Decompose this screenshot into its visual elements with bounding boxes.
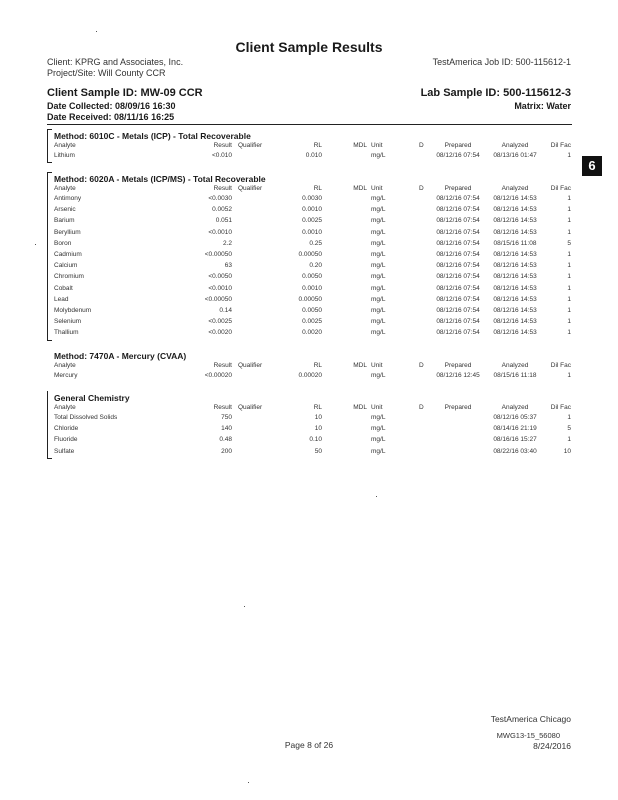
- cell-result: <0.0050: [208, 273, 232, 281]
- section-title: General Chemistry: [54, 393, 130, 403]
- cell-dilfac: 1: [567, 262, 571, 270]
- cell-dilfac: 1: [567, 372, 571, 379]
- section-bracket: [47, 129, 52, 163]
- cell-rl: 10: [314, 425, 322, 433]
- cell-rl: 0.0030: [302, 195, 322, 202]
- cell-dilfac: 1: [567, 436, 571, 444]
- cell-prepared: 08/12/16 07:54: [436, 284, 480, 292]
- footer-doc-id: MWG13-15_56080: [496, 731, 560, 740]
- cell-analyzed: 08/12/16 14:53: [493, 217, 537, 225]
- section-bracket: [47, 172, 52, 341]
- cell-rl: 0.0050: [302, 307, 322, 314]
- column-header-d: D: [419, 404, 424, 411]
- cell-analyte: Lithium: [54, 152, 75, 159]
- column-header-analyzed: Analyzed: [501, 404, 529, 411]
- cell-dilfac: 1: [567, 217, 571, 225]
- cell-result: <0.010: [211, 152, 232, 159]
- cell-unit: mg/L: [371, 447, 386, 455]
- cell-analyzed: 08/12/16 14:53: [493, 318, 537, 326]
- cell-result: <0.0025: [208, 318, 232, 326]
- cell-analyte: Lead: [54, 295, 69, 303]
- column-header-qualifier: Qualifier: [238, 362, 263, 369]
- cell-analyzed: 08/12/16 14:53: [493, 262, 537, 270]
- column-header-dilfac: Dil Fac: [550, 142, 571, 149]
- cell-analyzed: 08/12/16 05:37: [493, 414, 537, 421]
- cell-analyzed: 08/12/16 14:53: [493, 273, 537, 281]
- cell-unit: mg/L: [371, 206, 386, 214]
- cell-rl: 50: [314, 447, 322, 455]
- cell-rl: 0.10: [309, 436, 322, 444]
- cell-prepared: 08/12/16 07:54: [436, 329, 480, 337]
- column-header-result: Result: [213, 185, 232, 192]
- cell-result: 200: [221, 447, 232, 455]
- job-id: TestAmerica Job ID: 500-115612-1: [432, 57, 571, 67]
- column-header-dilfac: Dil Fac: [550, 362, 571, 369]
- column-header-dilfac: Dil Fac: [550, 404, 571, 411]
- cell-result: <0.0020: [208, 329, 232, 337]
- cell-prepared: 08/12/16 07:54: [436, 239, 480, 247]
- column-header-result: Result: [213, 362, 232, 369]
- cell-prepared: 08/12/16 07:54: [436, 152, 480, 159]
- scan-speck: [248, 782, 249, 783]
- footer-page: Page 8 of 26: [284, 740, 334, 750]
- cell-analyzed: 08/12/16 14:53: [493, 295, 537, 303]
- column-header-analyzed: Analyzed: [501, 185, 529, 192]
- cell-analyte: Barium: [54, 217, 75, 225]
- date-collected: Date Collected: 08/09/16 16:30: [47, 101, 176, 111]
- cell-analyzed: 08/12/16 14:53: [493, 307, 537, 314]
- cell-unit: mg/L: [371, 273, 386, 281]
- cell-result: 0.051: [215, 217, 232, 225]
- cell-unit: mg/L: [371, 228, 386, 236]
- cell-unit: mg/L: [371, 152, 386, 159]
- column-header-mdl: MDL: [353, 404, 367, 411]
- cell-analyte: Mercury: [54, 372, 78, 379]
- footer-lab: TestAmerica Chicago: [490, 714, 571, 724]
- cell-dilfac: 1: [567, 318, 571, 326]
- cell-rl: 0.0025: [302, 318, 322, 326]
- cell-analyte: Selenium: [54, 318, 82, 326]
- cell-prepared: 08/12/16 07:54: [436, 251, 480, 258]
- page-title: Client Sample Results: [235, 39, 383, 55]
- scan-speck: [244, 606, 245, 607]
- column-header-rl: RL: [313, 404, 322, 411]
- cell-prepared: 08/12/16 07:54: [436, 318, 480, 326]
- cell-unit: mg/L: [371, 372, 386, 379]
- header-divider: [47, 124, 572, 125]
- cell-analyte: Thallium: [54, 329, 79, 337]
- cell-rl: 0.00020: [298, 372, 322, 379]
- column-header-qualifier: Qualifier: [238, 142, 263, 149]
- cell-dilfac: 1: [567, 206, 571, 214]
- cell-analyte: Molybdenum: [54, 307, 92, 314]
- cell-analyte: Chromium: [54, 273, 84, 281]
- date-received: Date Received: 08/11/16 16:25: [47, 112, 175, 122]
- section-title: Method: 7470A - Mercury (CVAA): [54, 351, 187, 361]
- cell-analyte: Fluoride: [54, 436, 78, 444]
- cell-analyzed: 08/12/16 14:53: [493, 251, 537, 258]
- cell-prepared: 08/12/16 07:54: [436, 273, 480, 281]
- cell-analyte: Cadmium: [54, 251, 82, 258]
- scan-speck: [376, 496, 377, 497]
- cell-analyte: Chloride: [54, 425, 79, 433]
- cell-analyzed: 08/16/16 15:27: [493, 436, 537, 444]
- cell-analyte: Sulfate: [54, 447, 75, 455]
- cell-result: <0.0010: [208, 228, 232, 236]
- cell-analyte: Arsenic: [54, 206, 76, 214]
- cell-analyzed: 08/12/16 14:53: [493, 329, 537, 337]
- cell-analyte: Calcium: [54, 262, 78, 270]
- cell-rl: 0.20: [309, 262, 322, 270]
- column-header-d: D: [419, 142, 424, 149]
- project-site: Project/Site: Will County CCR: [47, 68, 166, 78]
- column-header-prepared: Prepared: [444, 142, 472, 149]
- cell-analyte: Total Dissolved Solids: [54, 414, 118, 421]
- column-header-analyte: Analyte: [54, 362, 76, 369]
- cell-unit: mg/L: [371, 262, 386, 270]
- column-header-rl: RL: [313, 142, 322, 149]
- lab-sample-id: Lab Sample ID: 500-115612-3: [420, 87, 571, 99]
- column-header-prepared: Prepared: [444, 404, 472, 411]
- section-title: Method: 6020A - Metals (ICP/MS) - Total Recoverable: [54, 174, 266, 184]
- cell-rl: 0.0010: [302, 228, 322, 236]
- cell-prepared: 08/12/16 07:54: [436, 262, 480, 270]
- column-header-analyte: Analyte: [54, 404, 76, 411]
- cell-result: 0.14: [219, 307, 232, 314]
- cell-result: 0.0052: [212, 206, 232, 214]
- cell-dilfac: 1: [567, 307, 571, 314]
- column-header-qualifier: Qualifier: [238, 404, 263, 411]
- cell-result: 750: [221, 414, 232, 421]
- column-header-result: Result: [213, 404, 232, 411]
- cell-rl: 0.0010: [302, 284, 322, 292]
- cell-rl: 0.00050: [298, 295, 322, 303]
- column-header-unit: Unit: [371, 185, 383, 192]
- column-header-analyzed: Analyzed: [501, 142, 529, 149]
- cell-unit: mg/L: [371, 436, 386, 444]
- cell-dilfac: 1: [567, 284, 571, 292]
- column-header-result: Result: [213, 142, 232, 149]
- cell-result: 2.2: [222, 239, 232, 247]
- cell-prepared: 08/12/16 07:54: [436, 206, 480, 214]
- cell-dilfac: 1: [567, 228, 571, 236]
- cell-prepared: 08/12/16 07:54: [436, 217, 480, 225]
- section-title: Method: 6010C - Metals (ICP) - Total Recoverable: [54, 131, 251, 141]
- cell-analyzed: 08/12/16 14:53: [493, 228, 537, 236]
- cell-dilfac: 1: [567, 329, 571, 337]
- cell-result: <0.0030: [208, 195, 232, 202]
- column-header-prepared: Prepared: [444, 185, 472, 192]
- client-name: Client: KPRG and Associates, Inc.: [47, 57, 184, 67]
- cell-unit: mg/L: [371, 239, 386, 247]
- cell-unit: mg/L: [371, 307, 386, 314]
- cell-rl: 0.25: [309, 239, 322, 247]
- client-sample-id: Client Sample ID: MW-09 CCR: [47, 87, 203, 99]
- cell-result: 63: [224, 262, 232, 270]
- cell-dilfac: 1: [567, 195, 571, 202]
- cell-analyzed: 08/15/16 11:18: [493, 372, 537, 379]
- column-header-mdl: MDL: [353, 142, 367, 149]
- cell-rl: 0.0025: [302, 217, 322, 225]
- cell-result: <0.00050: [204, 295, 232, 303]
- cell-analyte: Boron: [54, 239, 72, 247]
- column-header-analyte: Analyte: [54, 185, 76, 192]
- cell-dilfac: 1: [567, 414, 571, 421]
- scan-speck: [35, 244, 36, 245]
- cell-prepared: 08/12/16 07:54: [436, 228, 480, 236]
- cell-analyte: Cobalt: [54, 284, 73, 292]
- column-header-rl: RL: [313, 185, 322, 192]
- cell-analyzed: 08/15/16 11:08: [493, 239, 537, 247]
- cell-analyzed: 08/12/16 14:53: [493, 284, 537, 292]
- cell-analyzed: 08/13/16 01:47: [493, 152, 537, 159]
- cell-dilfac: 10: [563, 447, 571, 455]
- cell-unit: mg/L: [371, 425, 386, 433]
- cell-analyzed: 08/12/16 14:53: [493, 195, 537, 202]
- section-bracket: [47, 391, 52, 459]
- column-header-unit: Unit: [371, 404, 383, 411]
- column-header-dilfac: Dil Fac: [550, 185, 571, 192]
- column-header-mdl: MDL: [353, 362, 367, 369]
- cell-dilfac: 5: [567, 425, 571, 433]
- cell-result: 140: [221, 425, 232, 433]
- cell-unit: mg/L: [371, 217, 386, 225]
- cell-unit: mg/L: [371, 284, 386, 292]
- column-header-unit: Unit: [371, 362, 383, 369]
- section-tab-badge: 6: [582, 156, 602, 176]
- cell-dilfac: 1: [567, 273, 571, 281]
- cell-rl: 0.0010: [302, 206, 322, 214]
- cell-result: <0.00050: [204, 251, 232, 258]
- cell-dilfac: 1: [567, 152, 571, 159]
- cell-prepared: 08/12/16 07:54: [436, 307, 480, 314]
- cell-rl: 0.00050: [298, 251, 322, 258]
- column-header-d: D: [419, 185, 424, 192]
- column-header-unit: Unit: [371, 142, 383, 149]
- cell-unit: mg/L: [371, 414, 386, 421]
- cell-prepared: 08/12/16 07:54: [436, 295, 480, 303]
- cell-prepared: 08/12/16 12:45: [436, 372, 480, 379]
- cell-rl: 10: [314, 414, 322, 421]
- matrix: Matrix: Water: [514, 101, 571, 111]
- cell-analyte: Beryllium: [54, 228, 81, 236]
- cell-analyzed: 08/14/16 21:19: [493, 425, 537, 433]
- cell-dilfac: 5: [567, 239, 571, 247]
- column-header-rl: RL: [313, 362, 322, 369]
- column-header-mdl: MDL: [353, 185, 367, 192]
- cell-rl: 0.0020: [302, 329, 322, 337]
- cell-result: <0.0010: [208, 284, 232, 292]
- column-header-analyzed: Analyzed: [501, 362, 529, 369]
- cell-dilfac: 1: [567, 251, 571, 258]
- column-header-analyte: Analyte: [54, 142, 76, 149]
- cell-analyzed: 08/12/16 14:53: [493, 206, 537, 214]
- column-header-qualifier: Qualifier: [238, 185, 263, 192]
- cell-unit: mg/L: [371, 195, 386, 202]
- footer-date: 8/24/2016: [533, 741, 571, 751]
- cell-result: 0.48: [219, 436, 232, 444]
- cell-result: <0.00020: [204, 372, 232, 379]
- cell-unit: mg/L: [371, 318, 386, 326]
- cell-unit: mg/L: [371, 329, 386, 337]
- cell-unit: mg/L: [371, 251, 386, 258]
- scan-speck: [96, 31, 97, 32]
- cell-analyte: Antimony: [54, 195, 82, 202]
- cell-prepared: 08/12/16 07:54: [436, 195, 480, 202]
- cell-dilfac: 1: [567, 295, 571, 303]
- cell-rl: 0.010: [305, 152, 322, 159]
- cell-rl: 0.0050: [302, 273, 322, 281]
- column-header-d: D: [419, 362, 424, 369]
- cell-analyzed: 08/22/16 03:40: [493, 447, 537, 455]
- cell-unit: mg/L: [371, 295, 386, 303]
- column-header-prepared: Prepared: [444, 362, 472, 369]
